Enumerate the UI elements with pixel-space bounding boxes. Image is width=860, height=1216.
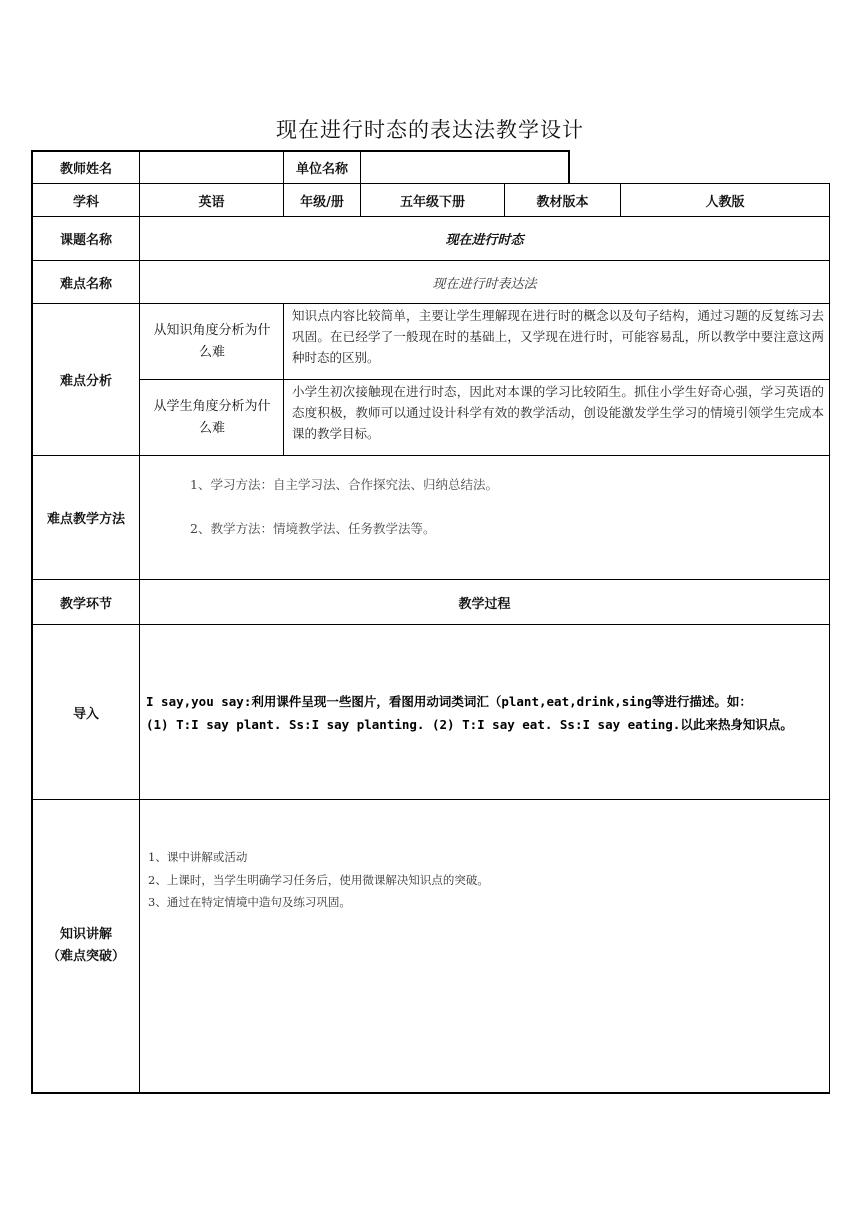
process-step-header: 教学环节 [59,596,112,612]
knowledge-angle-label: 从知识角度分析为什么难 [153,322,271,360]
unit-name-label: 单位名称 [295,162,348,177]
subject-value: 英语 [198,194,225,210]
grade-label: 年级/册 [300,194,344,210]
difficulty-value: 现在进行时表达法 [432,276,537,292]
unit-name-value [361,152,568,183]
knowledge-section-label [33,800,139,1092]
methods-line-2: 2、教学方法：情境教学法、任务教学法等。 [190,521,436,536]
difficulty-label: 难点名称 [59,276,112,292]
knowledge-item-3: 3、通过在特定情境中造句及练习巩固。 [148,895,351,909]
edition-label: 教材版本 [536,194,589,210]
analysis-label: 难点分析 [59,374,112,389]
knowledge-item-2: 2、上课时，当学生明确学习任务后，使用微课解决知识点的突破。 [148,873,489,887]
methods-line-1: 1、学习方法：自主学习法、合作探究法、归纳总结法。 [190,477,498,492]
process-header: 教学过程 [458,596,511,612]
knowledge-label-line-1: 知识讲解 [59,927,112,942]
document-title: 现在进行时态的表达法教学设计 [276,118,584,142]
teacher-name-value [140,152,283,183]
student-angle-text: 小学生初次接触现在进行时态，因此对本课的学习比较陌生。抓住小学生好奇心强，学习英语的态度积极，教师可以通过设计科学有效的教学活动，创设能激发学生学习的情境引领学生完成本课的教学目标。 [292,384,824,441]
teacher-name-label: 教师姓名 [59,162,112,177]
methods-label: 难点教学方法 [46,512,125,527]
topic-value: 现在进行时态 [445,233,524,248]
intro-line-2: (1) T:I say plant. Ss:I say planting. (2) T:I say eat. Ss:I say eating.以此来热身知识点。 [146,717,793,732]
intro-line-1: I say,you say:利用课件呈现一些图片，看图用动词类词汇（plant,eat,drink,sing等进行描述。如： [146,694,752,709]
knowledge-item-1: 1、课中讲解或活动 [148,850,248,864]
topic-label: 课题名称 [59,233,112,248]
grade-value: 五年级下册 [399,194,465,210]
knowledge-label-line-2: （难点突破） [46,949,125,964]
student-angle-label: 从学生角度分析为什么难 [153,398,271,436]
intro-label: 导入 [72,706,99,722]
edition-value: 人教版 [705,194,745,210]
subject-label: 学科 [72,194,99,210]
knowledge-angle-text: 知识点内容比较简单，主要让学生理解现在进行时的概念以及句子结构，通过习题的反复练习去巩固。在已经学了一般现在时的基础上，又学现在进行时，可能容易乱，所以教学中要注意这两种时态的区别。 [292,308,824,365]
